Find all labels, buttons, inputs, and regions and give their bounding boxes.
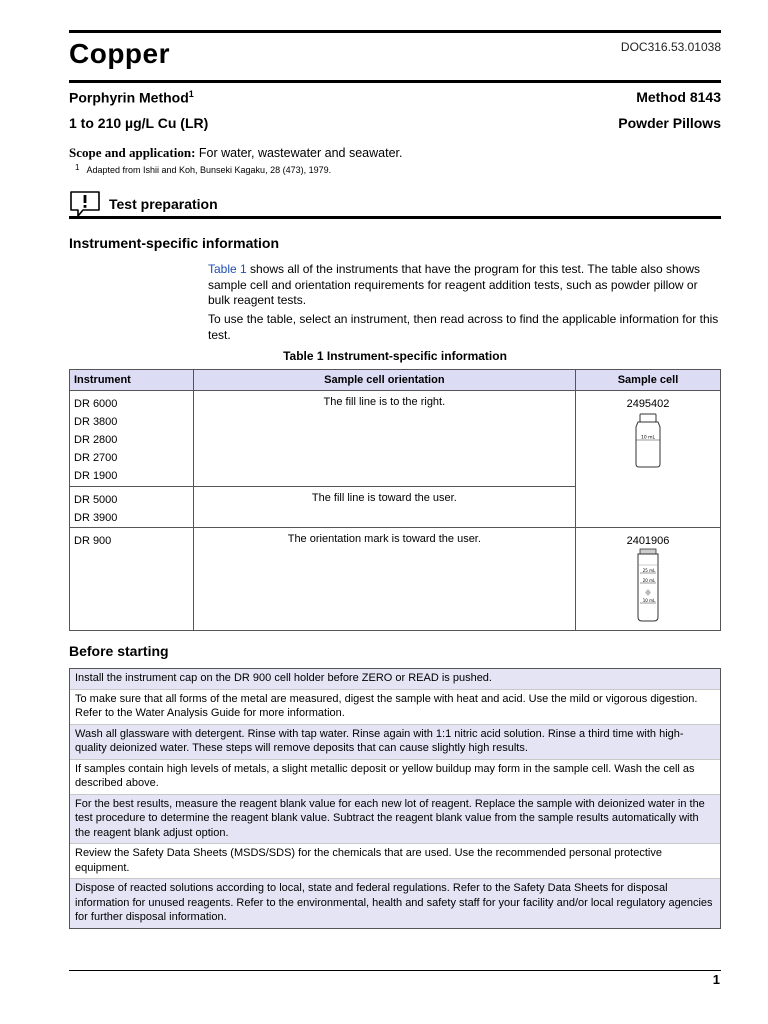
instrument-list xyxy=(70,391,194,487)
graduation-label: 10 mL xyxy=(640,435,656,441)
list-item: For the best results, measure the reagent blank value for each new lot of reagent. Replace the sample with deionized water in the test procedure to determine the reagent blank value. Subtract the reagent blank value from the sample results automatically with the reagent blank adjust option. xyxy=(70,795,720,845)
test-prep-rule xyxy=(69,216,721,219)
table-row xyxy=(70,391,721,487)
instrument-table xyxy=(69,369,721,631)
list-item: Install the instrument cap on the DR 900 cell holder before ZERO or READ is pushed. xyxy=(70,669,720,690)
sample-cell-2 xyxy=(575,528,720,631)
footer-rule xyxy=(69,970,721,971)
range: 1 to 210 µg/L Cu (LR) xyxy=(69,115,209,131)
caution-note-icon xyxy=(69,190,101,218)
table-header-row xyxy=(70,370,721,391)
test-prep-title: Test preparation xyxy=(109,196,218,212)
instrument-model: DR 1900 xyxy=(74,470,118,482)
round-sample-cell-icon xyxy=(576,547,720,623)
orientation-cell: The fill line is toward the user. xyxy=(193,487,575,528)
instrument-list xyxy=(70,487,194,528)
list-item: If samples contain high levels of metals, a slight metallic deposit or yellow buildup may form in the sample cell. Wash the cell as described above. xyxy=(70,760,720,795)
header-orientation: Sample cell orientation xyxy=(193,370,575,391)
orientation-cell: The orientation mark is toward the user. xyxy=(193,528,575,631)
sample-cell-number: 2401906 xyxy=(626,535,670,547)
graduation-label: 20 mL xyxy=(642,578,656,583)
doc-number: DOC316.53.01038 xyxy=(620,40,721,54)
instrument-model: DR 2700 xyxy=(74,452,118,464)
instrument-model: DR 5000 xyxy=(74,494,118,506)
instrument-model: DR 2800 xyxy=(74,434,118,446)
graduation-label: 25 mL xyxy=(642,568,656,573)
instrument-info-para2: To use the table, select an instrument, then read across to find the applicable information for this test. xyxy=(208,312,719,342)
header-instrument: Instrument xyxy=(70,370,194,391)
instrument-info-heading: Instrument-specific information xyxy=(69,235,280,251)
table-1-link[interactable]: Table 1 xyxy=(208,262,247,276)
list-item: Dispose of reacted solutions according to local, state and federal regulations. Refer to the Safety Data Sheets for disposal information for unused reagents. Refer to the environmental, health and safety staff for your facility and/or local regulatory agencies for further disposal information. xyxy=(70,879,720,928)
page-title: Copper xyxy=(69,38,170,69)
instrument-model: DR 900 xyxy=(74,535,112,547)
square-sample-cell-icon xyxy=(576,410,720,474)
table-caption: Table 1 Instrument-specific information xyxy=(283,349,507,363)
scope-label: Scope and application: xyxy=(69,145,196,160)
table-row xyxy=(70,528,721,631)
instrument-model: DR 3800 xyxy=(74,416,118,428)
footnote-text: Adapted from Ishii and Koh, Bunseki Kagaku, 28 (473), 1979. xyxy=(86,165,332,175)
footnote-mark: 1 xyxy=(75,163,80,172)
sample-cell-1 xyxy=(575,391,720,528)
list-item: Wash all glassware with detergent. Rinse with tap water. Rinse again with 1:1 nitric acid solution. Rinse a third time with high-quality deionized water. These steps will remove deposits that can cause slightly high results. xyxy=(70,725,720,760)
header-sample-cell: Sample cell xyxy=(575,370,720,391)
instrument-info-para1: Table 1 shows all of the instruments that have the program for this test. The table also shows sample cell and orientation requirements for reagent addition tests, such as powder pillow or bulk reagent tests. xyxy=(208,262,701,307)
before-starting-list xyxy=(69,668,721,929)
instrument-list xyxy=(70,528,194,631)
scope-text: For water, wastewater and seawater. xyxy=(195,146,403,160)
title-rule xyxy=(69,80,721,83)
sample-cell-number: 2495402 xyxy=(626,398,670,410)
method-number: Method 8143 xyxy=(636,89,721,105)
page-number: 1 xyxy=(712,972,720,987)
orientation-cell: The fill line is to the right. xyxy=(193,391,575,487)
method-name: Porphyrin Method$^1$ xyxy=(69,89,194,106)
method-footnote-mark: 1 xyxy=(188,89,194,99)
before-starting-heading: Before starting xyxy=(69,643,169,659)
top-rule xyxy=(69,30,721,33)
reagent-type: Powder Pillows xyxy=(618,115,721,131)
instrument-model: DR 6000 xyxy=(74,398,118,410)
scope-line xyxy=(69,145,402,161)
instrument-model: DR 3900 xyxy=(74,512,118,524)
footnote xyxy=(75,165,331,175)
list-item: Review the Safety Data Sheets (MSDS/SDS) for the chemicals that are used. Use the recommended personal protective equipment. xyxy=(70,844,720,879)
graduation-label: 10 mL xyxy=(642,598,656,603)
list-item: To make sure that all forms of the metal are measured, digest the sample with heat and acid. Use the mild or vigorous digestion. Refer to the Water Analysis Guide for more information. xyxy=(70,690,720,725)
